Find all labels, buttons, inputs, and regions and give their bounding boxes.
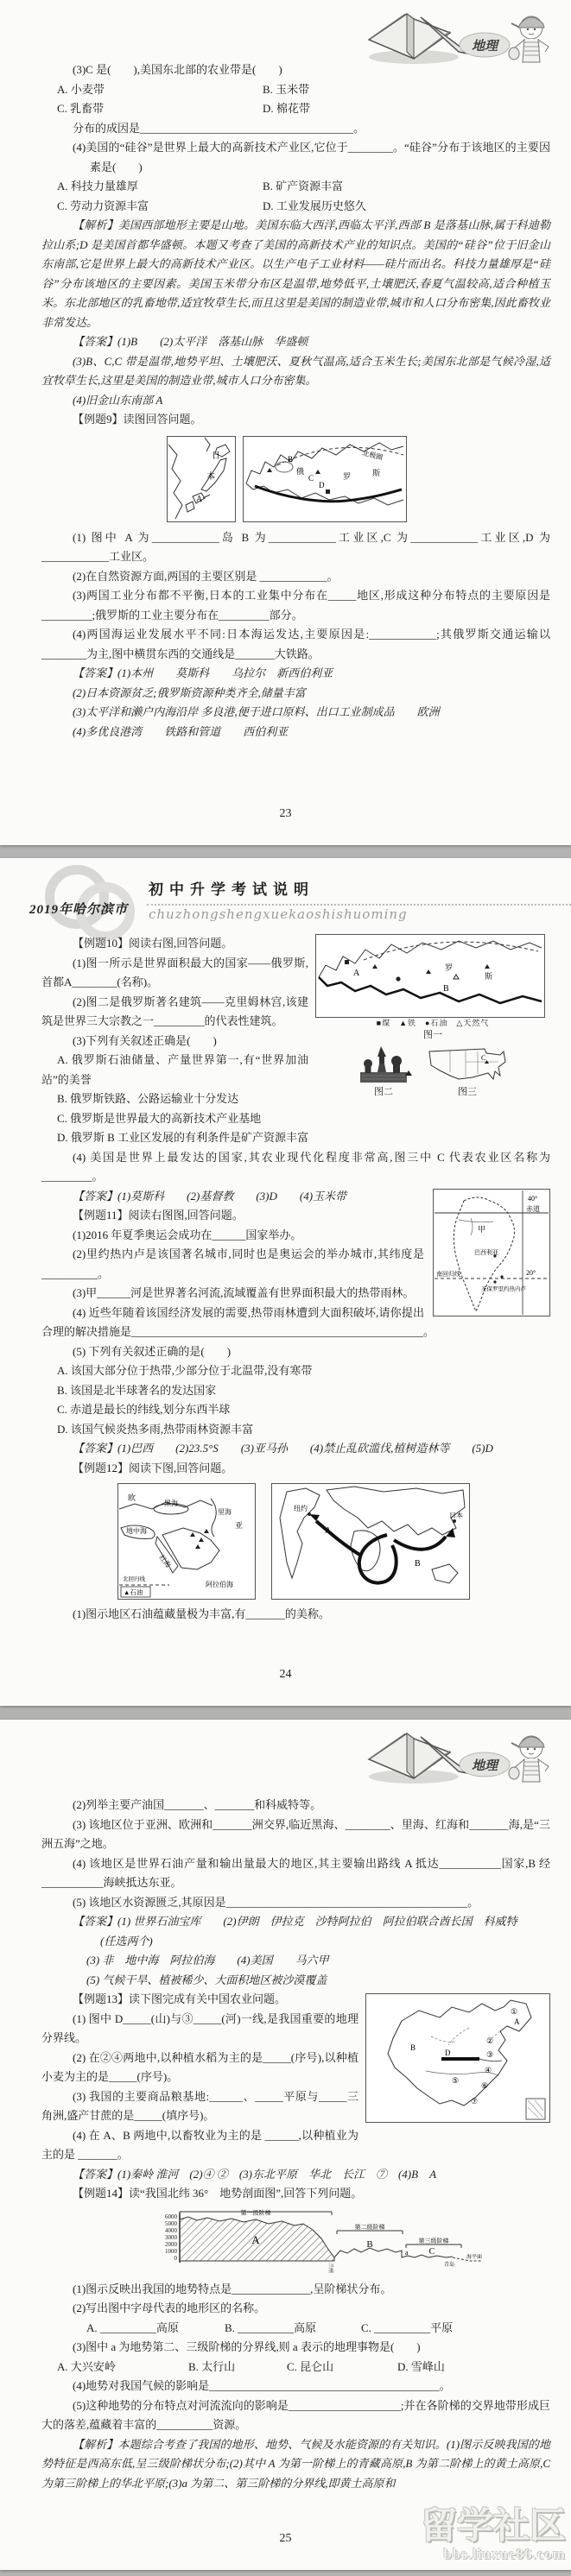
- question-text: (2) 在②④两地中,以种植水稻为主的是_____(序号),以种植小麦为主的是_____(序号)。: [41, 2050, 358, 2083]
- kremlin-figure: [355, 1045, 412, 1099]
- region-letter: B: [366, 2238, 373, 2250]
- map-label: 日本: [449, 1512, 463, 1519]
- map-label: ①: [511, 2007, 518, 2016]
- tick-label: 0: [174, 2254, 177, 2262]
- page-2-header: [0, 863, 571, 936]
- option-item: B. 玉米带: [263, 82, 310, 96]
- option-item: D. 棉花带: [263, 102, 310, 115]
- question-text: (1) 图中 A 为____________岛 B 为____________工业区,C 为____________工业区,D 为____________工业区。: [41, 530, 550, 563]
- coastline-path: [429, 1049, 505, 1079]
- tick-label: 2000: [165, 2240, 177, 2248]
- japan-map: [167, 436, 236, 522]
- option-item: A. 科技力量雄厚: [57, 180, 138, 193]
- figure-caption: 图一: [423, 1030, 442, 1040]
- question-text: (3)图中 a 为地势第二、三级阶梯的分界线,则 a 表示的地理事物是( ): [73, 2340, 421, 2353]
- map-label: 里海: [218, 1508, 232, 1516]
- answer-text: 【答案】(1)B (2)太平洋 落基山脉 华盛顿: [73, 335, 308, 348]
- map-label: C: [481, 1054, 486, 1062]
- tick-label: 3000: [165, 2233, 177, 2241]
- cartoon-boy-icon: [509, 16, 549, 62]
- question-text: (2)图二是俄罗斯著名建筑——克里姆林宫,该建筑是世界三大宗教之一_________的代表性建筑。: [41, 994, 308, 1027]
- figure-elevation-profile: [143, 2207, 550, 2276]
- question-text: 【例题10】阅读右图,回答问题。: [73, 937, 233, 950]
- question-text: 分布的成因是______________________________________。: [73, 121, 365, 135]
- cartoon-boy-icon: [509, 1736, 549, 1782]
- answer-text: (3)太平洋和濑户内海沿岸 多良港,便于进口原料、出口工业制成品 欧洲: [73, 705, 440, 718]
- map-label: 本: [206, 471, 215, 482]
- map-label: 罗: [445, 963, 454, 972]
- map-label: B: [443, 984, 449, 994]
- map-label: A: [196, 494, 203, 504]
- tick-label: 1000: [165, 2247, 177, 2255]
- page-3-content: [41, 1796, 550, 2493]
- map-label: 日: [212, 451, 220, 461]
- map-label: A: [353, 969, 360, 978]
- map-label: 40°: [528, 1194, 538, 1203]
- map-legend: ■煤 ▲铁 ●石油 △天然气: [376, 1019, 490, 1027]
- map-label: 欧: [128, 1493, 136, 1502]
- y-axis-ticks: [165, 2213, 178, 2262]
- tick-label: 4000: [165, 2226, 177, 2234]
- question-text: B. 该国是北半球著名的发达国家: [57, 1383, 217, 1397]
- options-row: [41, 99, 550, 119]
- map-label: 斯: [485, 972, 493, 981]
- answer-text: (4)多优良港湾 铁路和管道 西伯利亚: [73, 724, 289, 738]
- question-text: C. 赤道是最长的纬线,划分东西半球: [57, 1403, 231, 1416]
- map-label: ⑥: [481, 2081, 489, 2090]
- map-label: 纽约: [294, 1505, 308, 1512]
- tick-label: 5000: [165, 2219, 177, 2227]
- figure-caption: 图二: [374, 1087, 393, 1097]
- option-item: C. 劳动力资源丰富: [57, 199, 149, 212]
- question-text: (5) 下列有关叙述正确的是( ): [73, 1344, 232, 1358]
- subject-label: 地理: [471, 1759, 498, 1773]
- option-item: C. __________平原: [361, 2320, 454, 2334]
- page-2: [0, 858, 571, 1706]
- map-legend: ▲石油: [124, 1588, 143, 1596]
- answer-text: 【答案】(1)秦岭 淮河 (2)④ ② (3)东北平原 华北 长江 ⑦ (4)B A: [73, 2167, 437, 2181]
- question-text: (5)这种地势的分布特点对河流流向的影响是____________________;并在各阶梯的交界地带形成巨大的落差,蕴藏着丰富的__________资源。: [41, 2398, 550, 2431]
- question-text: (5) 该地区水资源匮乏,其原因是___________________________________________。: [73, 1895, 479, 1909]
- question-text: (4)美国的“硅谷”是世界上最大的高新技术产业区,它位于________。“硅谷”分布于该地区的主要因素是( ): [73, 141, 550, 174]
- map-label: ③: [486, 2050, 494, 2059]
- question-text: (1)图一所示是世界面积最大的国家——俄罗斯,首都A________(名称)。: [41, 956, 308, 988]
- page-number: 24: [279, 1668, 292, 1681]
- answer-text: (3) 非 地中海 阿拉伯海 (4)美国 马六甲: [86, 1954, 329, 1967]
- option-item: D. 工业发展历史悠久: [263, 199, 366, 212]
- step-label: 第一级阶梯: [240, 2208, 271, 2216]
- figure-japan-russia-maps: [167, 436, 550, 522]
- map-label: A: [325, 1526, 332, 1536]
- subject-label: 地理: [471, 40, 498, 54]
- option-item: B. 矿产资源丰富: [263, 180, 344, 193]
- answer-text: 【答案】(1) 世界石油宝库 (2)伊朗 伊拉克 沙特阿拉伯 阿拉伯联合酋长国 科威特: [73, 1915, 517, 1928]
- map-label: 红海: [157, 1553, 173, 1569]
- map-label: B: [288, 454, 294, 464]
- answer-text: 【答案】(1)莫斯科 (2)基督教 (3)D (4)玉米带: [73, 1189, 347, 1203]
- page-number: 23: [279, 807, 292, 820]
- map-label: D: [319, 480, 325, 489]
- us-figure: [424, 1045, 511, 1099]
- option-item: A. __________高原: [86, 2320, 179, 2334]
- middle-east-map: [117, 1483, 256, 1600]
- tick-label: 6000: [165, 2213, 177, 2220]
- map-label: ⑦: [471, 2097, 479, 2106]
- region-letter: a: [405, 2248, 409, 2257]
- figure-brazil-map: [433, 1189, 550, 1316]
- question-text: (3)下列有关叙述正确是( ): [73, 1033, 217, 1047]
- answer-text: (4)旧金山东南部 A: [73, 393, 163, 407]
- header-illustration: [353, 1723, 559, 1792]
- question-text: A. 俄罗斯石油储量、产量世界第一,有“世界加油站”的美誉: [41, 1053, 308, 1086]
- question-text: (3)甲______河是世界著名河流,流域覆盖有世界面积最大的热带雨林。: [73, 1286, 415, 1299]
- figure-caption: 图三: [458, 1087, 477, 1097]
- map-label: 阿拉伯海: [206, 1581, 233, 1588]
- question-text: (1)图示反映出我国的地势特点是______________,呈阶梯状分布。: [73, 2282, 392, 2295]
- map-label: 南回归线: [436, 1270, 460, 1278]
- question-text: 【例题13】读下图完成有关中国农业问题。: [73, 1992, 287, 2005]
- question-text: D. 该国气候炎热多雨,热带雨林资源丰富: [57, 1422, 254, 1436]
- map-label: 20°: [526, 1268, 536, 1277]
- option-item: B. __________高原: [225, 2320, 317, 2334]
- question-text: 【例题11】阅读右图图,回答问题。: [73, 1209, 244, 1222]
- option-item: A. 大兴安岭: [57, 2359, 116, 2373]
- question-text: (4) 美国是世界上最发达的国家,其农业现代化程度非常高,图三中 C 代表农业区名称为_________。: [41, 1150, 550, 1183]
- map-label: B: [415, 1559, 421, 1569]
- question-text: B. 俄罗斯铁路、公路运输业十分发达: [57, 1092, 239, 1105]
- site-watermark: [421, 2508, 566, 2563]
- question-text: (3) 该地区位于亚洲、欧洲和_______洲交界,临近黑海、________、里海、红海和_______海,是“三洲五海”之地。: [41, 1817, 550, 1850]
- question-text: (2)列举主要产油国_______、_______和科威特等。: [73, 1798, 322, 1811]
- question-text: (2)在自然资源方面,两国的主要区别是 ____________。: [73, 569, 339, 583]
- option-item: D. 雪峰山: [397, 2359, 445, 2373]
- map-label: D: [445, 2049, 451, 2057]
- map-label: 罗: [343, 471, 352, 481]
- doc-title: 初中升学考试说明: [149, 881, 314, 898]
- question-text: (2)里约热内卢是该国著名城市,同时也是奥运会的举办城市,其纬度是__________。: [41, 1247, 424, 1280]
- figure-russia-stack: [315, 934, 550, 1099]
- figure-mideast-world-maps: [117, 1483, 550, 1600]
- map-label: ④: [485, 2066, 492, 2074]
- analysis-text: 【解析】美国西部地形主要是山地。美国东临大西洋,西临太平洋,西部 B 是落基山脉,属于科迪勒拉山系;D 是美国首都华盛顿。本题又考查了美国的高新技术产业的知识点。美国的“硅谷”位于旧金山东南部,它是世界上最大的高新技术产业区。以生产电子工业材料——硅片而出名。科技力量雄厚是“硅谷”分布该地区的主要因素。美国玉米带分布区是温带,地势低平,土壤肥沃,春夏气温较高,适合种植玉米。东北部地区的乳畜地带,适宜牧草生长,而且这里是美国的制造业带,城市和人口分布密集,因此畜牧业非常发达。: [41, 218, 550, 329]
- region-letter: C: [428, 2246, 435, 2257]
- map-label: C: [308, 473, 314, 483]
- map-label: 地中海: [126, 1527, 147, 1535]
- question-text: (4) 该地区是世界石油产量和输出量最大的地区,其主要输出路线 A 抵达___________国家,B 经___________海峡抵达东亚。: [41, 1856, 550, 1889]
- question-text: (2)写出图中字母代表的地形区的名称。: [73, 2301, 266, 2314]
- options-row: [41, 80, 550, 100]
- doc-title-pinyin: chuzhongshengxuekaoshishuoming: [149, 906, 408, 922]
- answer-text: (5) 气候干旱、植被稀少、大面积地区被沙漠覆盖: [86, 1973, 327, 1986]
- kremlin-drawing: [355, 1045, 412, 1086]
- question-text: D. 俄罗斯 B 工业区发展的有利条件是矿产资源丰富: [57, 1131, 309, 1144]
- map-label: 亚: [235, 1521, 244, 1530]
- map-label: B: [410, 2043, 416, 2052]
- page-number: 25: [279, 2532, 292, 2545]
- map-label: 北回归线: [123, 1576, 145, 1582]
- world-oil-routes-map: [271, 1483, 470, 1600]
- china-map: [365, 1993, 550, 2123]
- russia-map: [243, 436, 407, 522]
- option-item: A. 小麦带: [57, 82, 105, 96]
- question-text: A. 该国大部分位于热带,少部分位于北温带,没有寒带: [57, 1364, 313, 1377]
- map-label: ⑤: [452, 2076, 460, 2085]
- page-3: [0, 1720, 571, 2570]
- question-text: (4) 近些年随着该国经济发展的需要,热带雨林遭到大面积破坏,请你提出合理的解决措施是____________________________________________________。: [41, 1305, 435, 1338]
- option-item: C. 昆仑山: [287, 2359, 334, 2373]
- step-label: 第三级阶梯: [418, 2237, 449, 2245]
- options-row: [41, 197, 550, 217]
- map-label: A: [514, 2017, 520, 2026]
- question-text: (3)C 是( ),美国东北部的农业带是( ): [73, 63, 282, 76]
- map-label: ②: [486, 2036, 494, 2045]
- map-label: 斯: [372, 468, 381, 477]
- option-item: B. 太行山: [188, 2359, 236, 2373]
- page-2-content: [41, 934, 550, 1625]
- question-text: (4) 在 A、B 两地中,以畜牧业为主的是 ______,以种植业为主的是 _______。: [41, 2128, 358, 2161]
- question-text: 【例题9】读图回答问题。: [73, 413, 202, 426]
- map-label: 俄: [296, 466, 305, 476]
- question-text: (1)图示地区石油蕴藏量极为丰富,有_______的美称。: [73, 1607, 330, 1620]
- place-label: 青岛: [444, 2262, 455, 2268]
- question-text: (4)两国海运业发展水平不同:日本海运发达,主要原因是:____________;其俄罗斯交通运输以________为主,图中横贯东西的交通线是_______大铁路。: [41, 628, 550, 660]
- question-text: (4)地势对我国气候的影响是_________________________________________。: [73, 2379, 451, 2392]
- figure-china-map: [365, 1993, 550, 2123]
- step-label: 第二级阶梯: [354, 2223, 385, 2231]
- answer-text: (2)日本资源贫乏;俄罗斯资源种类齐全,储量丰富: [73, 685, 306, 699]
- question-text: (1) 图中 D_____(山)与③_____(河)一线,是我国重要的地理分界线。: [41, 2011, 358, 2044]
- options-row: [41, 2358, 550, 2377]
- place-label: 海平面: [466, 2254, 483, 2260]
- question-text: (1)2016 年夏季奥运会成功在______国家举办。: [73, 1228, 302, 1241]
- question-text: 【例题12】阅读下图,回答问题。: [73, 1461, 233, 1474]
- map-label: 赤道: [526, 1204, 540, 1213]
- answer-text: 【答案】(1)本州 莫斯科 乌拉尔 新西伯利亚: [73, 666, 333, 679]
- brazil-map: [433, 1189, 550, 1316]
- map-label: 巴西利亚: [474, 1248, 498, 1256]
- map-label: 甲: [478, 1224, 486, 1234]
- map-label: 北极圈: [361, 448, 384, 462]
- dotted-divider: [147, 904, 571, 906]
- answer-text: (3)B、C,C 带是温带,地势平坦、土壤肥沃、夏秋气温高,适合玉米生长;美国东北部是气候冷湿,适宜牧草生长,这里是美国的制造业带,城市人口分布密集。: [41, 354, 550, 387]
- map-label: 圣保罗里约热内卢: [481, 1285, 526, 1292]
- page-1: [0, 0, 571, 845]
- site-watermark-url: bbs.liuxue86.com: [443, 2546, 566, 2562]
- question-text: 【例题14】读“我国北纬 36° 地势剖面图”,回答下列问题。: [73, 2187, 363, 2200]
- map-label: 黑海: [164, 1500, 178, 1507]
- question-text: C. 俄罗斯是世界最大的高新技术产业基地: [57, 1111, 262, 1125]
- answer-text: (任选两个): [100, 1934, 153, 1948]
- russia-resource-map: [315, 934, 545, 1018]
- us-map: [424, 1045, 511, 1086]
- answer-text: 【答案】(1)巴西 (2)23.5°S (3)亚马孙 (4)禁止乱砍滥伐,植树造林等 (5)D: [73, 1442, 493, 1455]
- options-row: [41, 2319, 550, 2339]
- question-text: (3)两国工业分布都不平衡,日本的工业集中分布在_____地区,形成这种分布特点的主要原因是_________;俄罗斯的工业主要分布在_________部分。: [41, 589, 550, 622]
- options-row: [41, 177, 550, 197]
- place-label: 兰州: [327, 2262, 333, 2273]
- page-1-content: [41, 60, 550, 742]
- site-watermark-name: 留学社区: [420, 2507, 566, 2547]
- analysis-text: 【解析】本题综合考查了我国的地形、地势、气候及水能资源的有关知识。(1)图示反映我国的地势特征是西高东低,呈三级阶梯状分布;(2)其中 A 为第一阶梯上的青藏高原,B 为第二阶梯上的黄土高原,C 为第三阶梯上的华北平原;(3)a 为第二、第三阶梯的分界线,即黄土高原和: [41, 2437, 550, 2490]
- option-item: C. 乳畜带: [57, 102, 105, 115]
- region-letter: A: [251, 2232, 260, 2246]
- question-text: (3) 我国的主要商品粮基地:______、_____平原与_____三角洲,盛产甘蔗的是_____(填序号)。: [41, 2089, 358, 2122]
- second-third-step-terrain: [334, 2248, 453, 2257]
- elevation-profile-chart: [143, 2207, 489, 2276]
- year-city-label: 2019年哈尔滨市: [29, 903, 129, 917]
